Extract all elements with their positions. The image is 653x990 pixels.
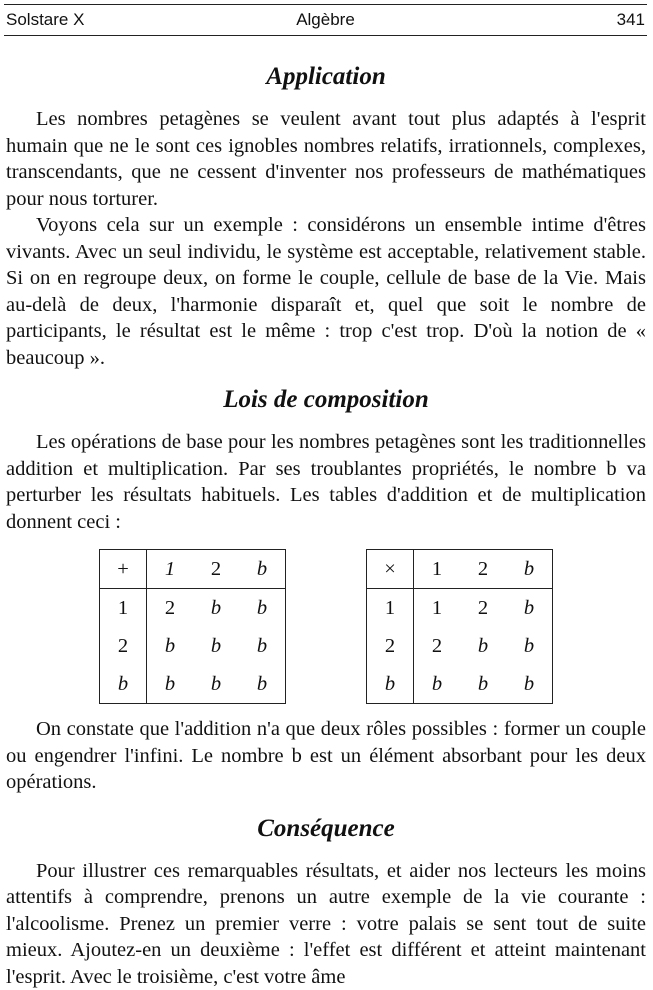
table-cell: b (460, 627, 506, 665)
operation-tables (6, 549, 646, 704)
paragraph-after-tables: On constate que l'addition n'a que deux rôles possibles : former un couple ou engendrer l'infini. Le nombre b est un élément absorbant pour les deux opérations. (6, 716, 646, 796)
table-cell: b (147, 665, 194, 704)
table-cell: 2 (414, 627, 461, 665)
table-cell: + (100, 550, 147, 589)
table-cell: 2 (147, 589, 194, 628)
table-cell: b (506, 627, 553, 665)
table-row (367, 550, 553, 589)
table-cell: 2 (460, 589, 506, 628)
table-cell: b (506, 665, 553, 704)
table-cell: b (100, 665, 147, 704)
table-cell: b (506, 589, 553, 628)
table-cell: 1 (414, 589, 461, 628)
table-row (100, 550, 286, 589)
table-cell: b (506, 550, 553, 589)
table-cell: 1 (367, 589, 414, 628)
table-cell: b (239, 589, 286, 628)
table-cell: 1 (414, 550, 461, 589)
table-row (367, 589, 553, 628)
header-left: Solstare X (6, 10, 84, 30)
table-cell: 2 (193, 550, 239, 589)
table-cell: b (193, 627, 239, 665)
table-row (100, 627, 286, 665)
table-cell: 1 (100, 589, 147, 628)
table-row (100, 665, 286, 704)
table-cell: b (239, 627, 286, 665)
multiplication-table (366, 549, 553, 704)
table-row (367, 665, 553, 704)
section-title-application: Application (6, 62, 646, 92)
table-cell: b (239, 550, 286, 589)
page-number: 341 (617, 10, 645, 30)
table-row (367, 627, 553, 665)
section-title-consequence: Conséquence (6, 814, 646, 844)
table-cell: 2 (460, 550, 506, 589)
paragraph-application-2: Voyons cela sur un exemple : considérons un ensemble intime d'êtres vivants. Avec un seul individu, le système est acceptable, relativement stable. Si on en regroupe deux, on forme le couple, cellule de base de la Vie. Mais au-delà de deux, l'harmonie disparaît et, quel que soit le nombre de participants, le résultat est le même : trop c'est trop. D'où la notion de « beaucoup ». (6, 212, 646, 371)
paragraph-consequence: Pour illustrer ces remarquables résultats, et aider nos lecteurs les moins attentifs à comprendre, prenons un autre exemple de la vie courante : l'alcoolisme. Prenez un premier verre : votre palais se sent tout de suite mieux. Ajoutez-en un deuxième : l'effet est différent et atteint maintenant l'esprit. Avec le troisième, c'est votre âme (6, 858, 646, 990)
header-center: Algèbre (4, 10, 647, 30)
paragraph-lois-1: Les opérations de base pour les nombres petagènes sont les traditionnelles addition et multiplication. Par ses troublantes propriétés, le nombre b va perturber les résultats habituels. Les tables d'addition et de multiplication donnent ceci : (6, 429, 646, 535)
table-cell: b (414, 665, 461, 704)
table-cell: b (367, 665, 414, 704)
table-cell: b (147, 627, 194, 665)
section-title-lois: Lois de composition (6, 385, 646, 415)
table-cell: b (239, 665, 286, 704)
table-cell: b (193, 665, 239, 704)
page-content (6, 62, 646, 990)
table-cell: b (193, 589, 239, 628)
table-cell: × (367, 550, 414, 589)
table-cell: 2 (367, 627, 414, 665)
table-row (100, 589, 286, 628)
paragraph-application-1: Les nombres petagènes se veulent avant tout plus adaptés à l'esprit humain que ne le sont ces ignobles nombres relatifs, irrationnels, complexes, transcendants, que ne cessent d'inventer nos professeurs de mathématiques pour nous torturer. (6, 106, 646, 212)
table-cell: 2 (100, 627, 147, 665)
table-cell: b (460, 665, 506, 704)
addition-table (99, 549, 286, 704)
table-cell: 1 (147, 550, 194, 589)
running-header (4, 4, 647, 36)
